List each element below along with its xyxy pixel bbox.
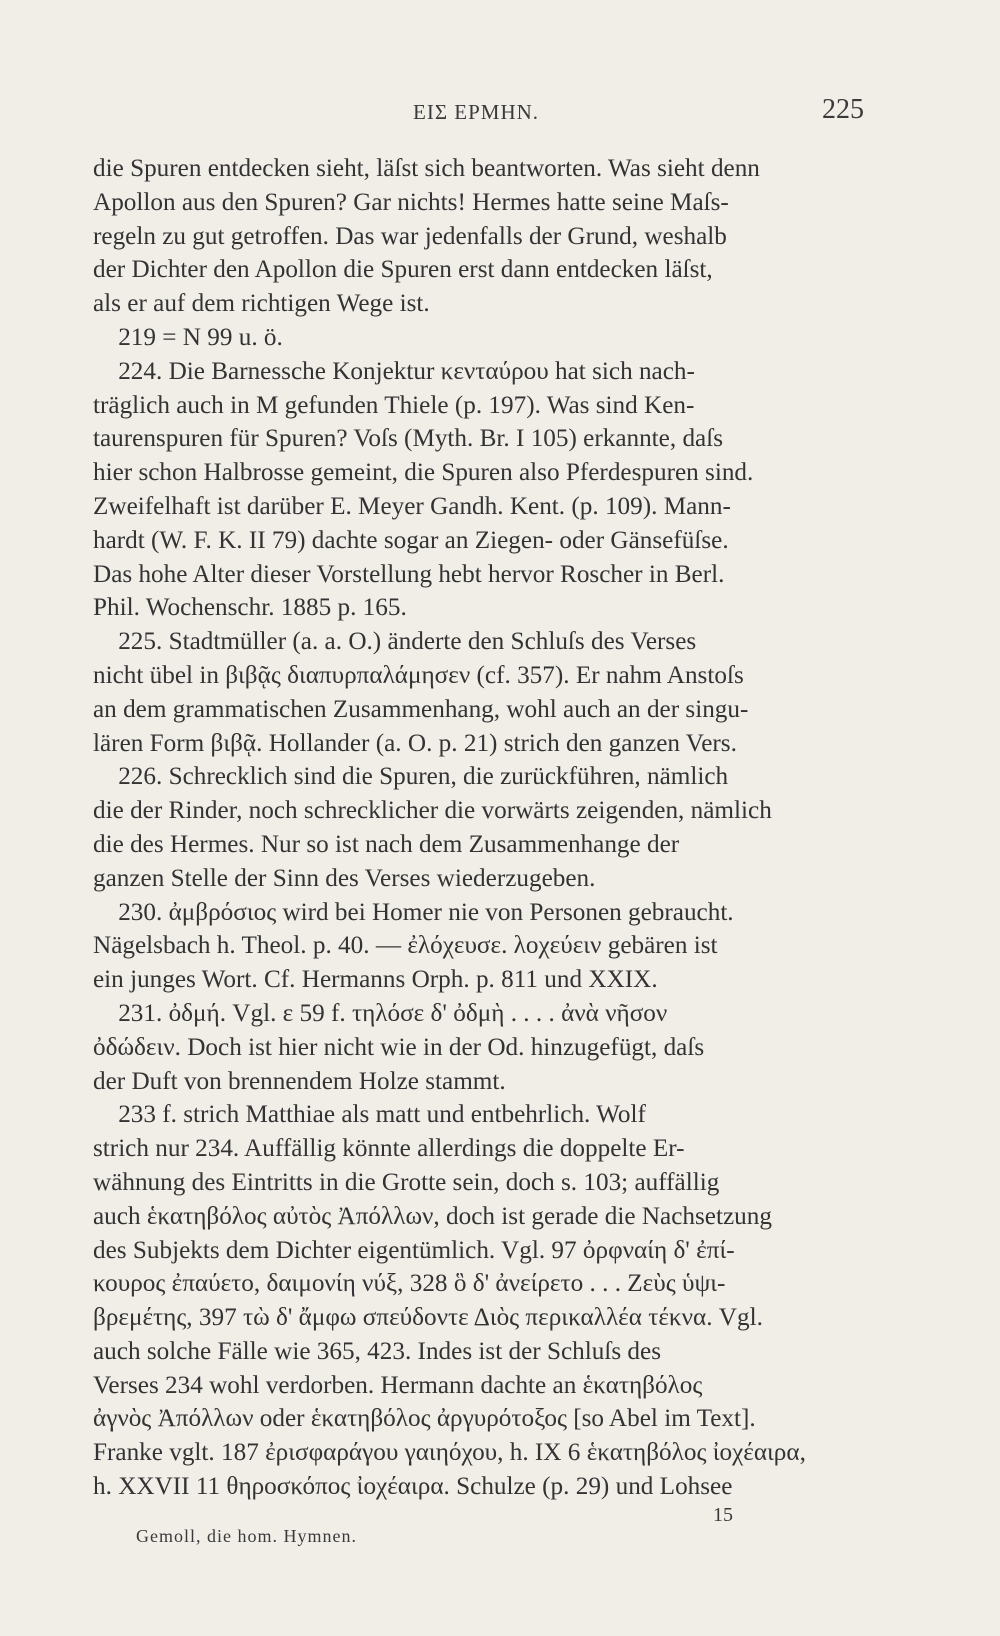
text-line: 225. Stadtmüller (a. a. O.) änderte den Schluſs des Verses <box>93 628 697 656</box>
text-line: 219 = N 99 u. ö. <box>93 323 283 351</box>
text-line: Apollon aus den Spuren? Gar nichts! Hermes hatte seine Maſs- <box>93 188 729 216</box>
text-line: der Duft von brennendem Holze stammt. <box>93 1067 506 1095</box>
text-line: Franke vglt. 187 ἐρισφαράγου γαιηόχου, h. IX 6 ἑκατηβόλος ἰοχέαιρα, <box>93 1439 806 1467</box>
text-line: 230. ἀμβρόσιος wird bei Homer nie von Personen gebraucht. <box>93 898 734 926</box>
text-line: nicht übel in βιβᾷς διαπυρπαλάμησεν (cf. 357). Er nahm Anstoſs <box>93 661 744 689</box>
text-line: κουρος ἐπαύετο, δαιμονίη νύξ, 328 ὃ δ' ἀνείρετο . . . Ζεὺς ὑψι- <box>93 1270 726 1298</box>
text-line: taurenspuren für Spuren? Voſs (Myth. Br. I 105) erkannte, daſs <box>93 425 724 453</box>
text-line: träglich auch in M gefunden Thiele (p. 197). Was sind Ken- <box>93 391 695 419</box>
text-line: Nägelsbach h. Theol. p. 40. — ἐλόχευσε. λοχεύειν gebären ist <box>93 932 718 960</box>
text-line: hier schon Halbrosse gemeint, die Spuren also Pferdespuren sind. <box>93 459 754 487</box>
running-title: ΕΙΣ ΕΡΜΗΝ. <box>413 100 540 124</box>
text-line: der Dichter den Apollon die Spuren erst dann entdecken läſst, <box>93 256 713 284</box>
text-line: des Subjekts dem Dichter eigentümlich. Vgl. 97 ὀρφναίη δ' ἐπί- <box>93 1236 735 1264</box>
text-line: 224. Die Barnessche Konjektur κενταύρου hat sich nach- <box>93 357 695 385</box>
text-line: auch ἑκατηβόλος αὐτὸς Ἀπόλλων, doch ist gerade die Nachsetzung <box>93 1202 772 1230</box>
text-line: die der Rinder, noch schrecklicher die vorwärts zeigenden, nämlich <box>93 797 772 825</box>
text-line: strich nur 234. Auffällig könnte allerdings die doppelte Er- <box>93 1135 685 1163</box>
signature-mark: Gemoll, die hom. Hymnen. <box>136 1526 357 1546</box>
text-line: 226. Schrecklich sind die Spuren, die zurückführen, nämlich <box>93 763 729 791</box>
text-line: ein junges Wort. Cf. Hermanns Orph. p. 811 und XXIX. <box>93 966 658 994</box>
text-line: 233 f. strich Matthiae als matt und entbehrlich. Wolf <box>93 1101 646 1129</box>
text-line: hardt (W. F. K. II 79) dachte sogar an Ziegen- oder Gänsefüſse. <box>93 526 729 554</box>
text-line: βρεμέτης, 397 τὼ δ' ἄμφω σπεύδοντε Διὸς περικαλλέα τέκνα. Vgl. <box>93 1304 763 1332</box>
text-line: ὀδώδειν. Doch ist hier nicht wie in der Od. hinzugefügt, daſs <box>93 1033 705 1061</box>
text-line: an dem grammatischen Zusammenhang, wohl auch an der singu- <box>93 695 749 723</box>
text-line: wähnung des Eintritts in die Grotte sein, doch s. 103; auffällig <box>93 1168 720 1196</box>
text-line: Das hohe Alter dieser Vorstellung hebt hervor Roscher in Berl. <box>93 560 725 588</box>
text-line: die des Hermes. Nur so ist nach dem Zusammenhange der <box>93 830 680 858</box>
page-number: 225 <box>822 94 864 125</box>
text-line: die Spuren entdecken sieht, läſst sich beantworten. Was sieht denn <box>93 155 760 182</box>
page-footer <box>93 1504 878 1544</box>
text-line: 231. ὀδμή. Vgl. ε 59 f. τηλόσε δ' ὀδμὴ . . . . ἀνὰ νῆσον <box>93 999 668 1027</box>
sheet-number: 15 <box>713 1504 733 1526</box>
text-line: regeln zu gut getroffen. Das war jedenfalls der Grund, weshalb <box>93 222 727 250</box>
text-line: als er auf dem richtigen Wege ist. <box>93 290 430 318</box>
text-line: Verses 234 wohl verdorben. Hermann dachte an ἑκατηβόλος <box>93 1371 703 1399</box>
text-line: h. XXVII 11 θηροσκόπος ἰοχέαιρα. Schulze (p. 29) und Lohsee <box>93 1473 733 1501</box>
text-line: ganzen Stelle der Sinn des Verses wiederzugeben. <box>93 864 596 892</box>
text-line: auch solche Fälle wie 365, 423. Indes ist der Schluſs des <box>93 1337 662 1365</box>
running-head <box>0 94 1000 134</box>
text-line: Zweifelhaft ist darüber E. Meyer Gandh. Kent. (p. 109). Mann- <box>93 492 731 520</box>
body-text <box>93 152 878 1504</box>
text-line: lären Form βιβᾷ. Hollander (a. O. p. 21) strich den ganzen Vers. <box>93 729 737 757</box>
text-line: Phil. Wochenschr. 1885 p. 165. <box>93 594 407 622</box>
text-line: ἀγνὸς Ἀπόλλων oder ἑκατηβόλος ἀργυρότοξος [so Abel im Text]. <box>93 1405 756 1433</box>
